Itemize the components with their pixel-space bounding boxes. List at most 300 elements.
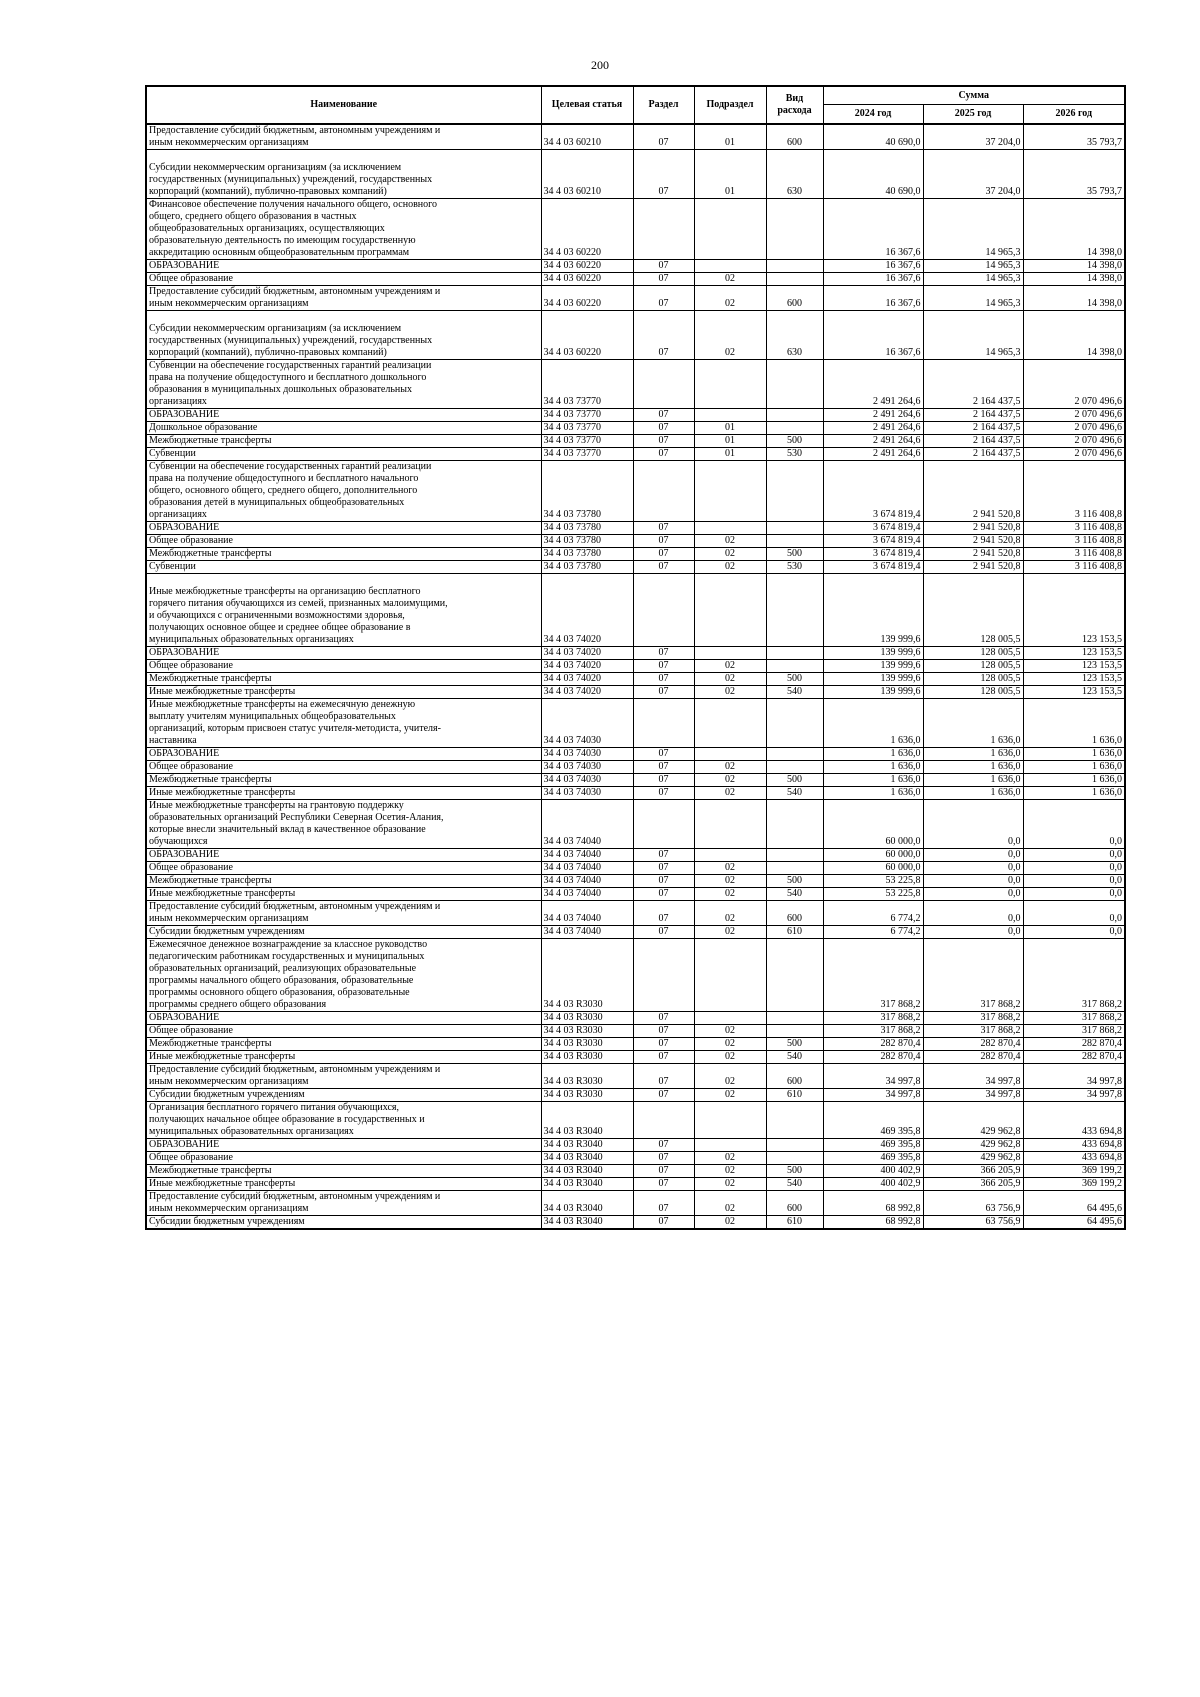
cell-sum-2025: 0,0 [923, 800, 1023, 849]
cell-sum-2025: 2 164 437,5 [923, 435, 1023, 448]
cell-subsection: 02 [694, 1165, 766, 1178]
cell-target-code: 34 4 03 R3030 [541, 1025, 633, 1038]
cell-subsection [694, 1012, 766, 1025]
cell-target-code: 34 4 03 74020 [541, 686, 633, 699]
cell-target-code: 34 4 03 60220 [541, 286, 633, 311]
table-row [146, 787, 1125, 800]
table-row [146, 699, 1125, 748]
cell-sum-2025: 0,0 [923, 875, 1023, 888]
cell-name: Предоставление субсидий бюджетным, автономным учреждениям и иным некоммерческим организациям [146, 901, 541, 926]
cell-expense-type: 630 [766, 150, 823, 199]
cell-target-code: 34 4 03 73770 [541, 360, 633, 409]
cell-section: 07 [633, 422, 694, 435]
cell-sum-2024: 60 000,0 [823, 800, 923, 849]
cell-sum-2026: 282 870,4 [1023, 1051, 1125, 1064]
cell-sum-2024: 139 999,6 [823, 686, 923, 699]
cell-expense-type [766, 422, 823, 435]
cell-section: 07 [633, 124, 694, 150]
cell-name: Межбюджетные трансферты [146, 875, 541, 888]
cell-subsection [694, 800, 766, 849]
cell-subsection: 02 [694, 1038, 766, 1051]
cell-target-code: 34 4 03 74040 [541, 849, 633, 862]
cell-subsection [694, 461, 766, 522]
cell-expense-type: 540 [766, 888, 823, 901]
cell-sum-2025: 14 965,3 [923, 311, 1023, 360]
cell-sum-2025: 317 868,2 [923, 939, 1023, 1012]
cell-expense-type: 610 [766, 1089, 823, 1102]
cell-section [633, 199, 694, 260]
cell-target-code: 34 4 03 74040 [541, 888, 633, 901]
cell-section: 07 [633, 673, 694, 686]
cell-sum-2026: 3 116 408,8 [1023, 461, 1125, 522]
cell-name: Общее образование [146, 660, 541, 673]
table-row [146, 647, 1125, 660]
cell-target-code: 34 4 03 73770 [541, 422, 633, 435]
cell-expense-type [766, 800, 823, 849]
cell-expense-type [766, 1012, 823, 1025]
cell-sum-2026: 14 398,0 [1023, 260, 1125, 273]
cell-sum-2024: 1 636,0 [823, 699, 923, 748]
table-row [146, 875, 1125, 888]
table-row [146, 522, 1125, 535]
cell-section: 07 [633, 260, 694, 273]
cell-expense-type: 540 [766, 1178, 823, 1191]
cell-target-code: 34 4 03 73780 [541, 461, 633, 522]
cell-expense-type [766, 1152, 823, 1165]
table-row [146, 1165, 1125, 1178]
cell-sum-2025: 34 997,8 [923, 1089, 1023, 1102]
cell-subsection: 02 [694, 311, 766, 360]
cell-subsection: 02 [694, 1089, 766, 1102]
cell-sum-2026: 369 199,2 [1023, 1178, 1125, 1191]
cell-expense-type [766, 748, 823, 761]
cell-sum-2024: 60 000,0 [823, 849, 923, 862]
cell-target-code: 34 4 03 R3040 [541, 1165, 633, 1178]
cell-subsection: 02 [694, 862, 766, 875]
cell-sum-2026: 35 793,7 [1023, 124, 1125, 150]
cell-sum-2026: 0,0 [1023, 875, 1125, 888]
cell-section: 07 [633, 875, 694, 888]
cell-section: 07 [633, 409, 694, 422]
cell-sum-2024: 40 690,0 [823, 124, 923, 150]
cell-target-code: 34 4 03 74030 [541, 787, 633, 800]
cell-target-code: 34 4 03 60220 [541, 273, 633, 286]
cell-target-code: 34 4 03 73780 [541, 561, 633, 574]
cell-sum-2026: 3 116 408,8 [1023, 561, 1125, 574]
cell-sum-2024: 282 870,4 [823, 1038, 923, 1051]
cell-sum-2025: 2 164 437,5 [923, 409, 1023, 422]
cell-name: ОБРАЗОВАНИЕ [146, 849, 541, 862]
cell-sum-2024: 469 395,8 [823, 1102, 923, 1139]
cell-section: 07 [633, 849, 694, 862]
cell-sum-2025: 0,0 [923, 901, 1023, 926]
cell-sum-2026: 0,0 [1023, 862, 1125, 875]
cell-sum-2025: 2 164 437,5 [923, 448, 1023, 461]
cell-name: Межбюджетные трансферты [146, 548, 541, 561]
cell-sum-2024: 68 992,8 [823, 1191, 923, 1216]
table-row [146, 901, 1125, 926]
cell-expense-type: 500 [766, 548, 823, 561]
cell-sum-2025: 128 005,5 [923, 686, 1023, 699]
cell-sum-2025: 429 962,8 [923, 1139, 1023, 1152]
cell-sum-2024: 60 000,0 [823, 862, 923, 875]
cell-name: Межбюджетные трансферты [146, 673, 541, 686]
cell-sum-2026: 0,0 [1023, 888, 1125, 901]
cell-name: ОБРАЗОВАНИЕ [146, 1012, 541, 1025]
cell-sum-2024: 400 402,9 [823, 1178, 923, 1191]
cell-target-code: 34 4 03 74020 [541, 673, 633, 686]
cell-section: 07 [633, 1178, 694, 1191]
header-name: Наименование [146, 86, 541, 124]
cell-name: Иные межбюджетные трансферты на грантовую поддержку образовательных организаций Республики Северная Осетия-Алания, которые внесли значительный вклад в качественное образование обучающихся [146, 800, 541, 849]
cell-expense-type [766, 535, 823, 548]
cell-expense-type [766, 409, 823, 422]
cell-target-code: 34 4 03 74020 [541, 660, 633, 673]
table-row [146, 673, 1125, 686]
cell-name: Организация бесплатного горячего питания обучающихся, получающих начальное общее образование в государственных и муниципальных образовательных организациях [146, 1102, 541, 1139]
cell-sum-2026: 123 153,5 [1023, 673, 1125, 686]
cell-name: Иные межбюджетные трансферты [146, 888, 541, 901]
cell-sum-2025: 14 965,3 [923, 286, 1023, 311]
cell-sum-2024: 317 868,2 [823, 1025, 923, 1038]
cell-sum-2025: 34 997,8 [923, 1064, 1023, 1089]
cell-target-code: 34 4 03 73780 [541, 548, 633, 561]
table-row [146, 849, 1125, 862]
table-row [146, 774, 1125, 787]
cell-sum-2025: 2 164 437,5 [923, 422, 1023, 435]
page-number: 200 [591, 58, 609, 72]
cell-sum-2024: 3 674 819,4 [823, 522, 923, 535]
table-row [146, 435, 1125, 448]
cell-section: 07 [633, 660, 694, 673]
cell-sum-2026: 1 636,0 [1023, 748, 1125, 761]
cell-subsection: 02 [694, 561, 766, 574]
cell-expense-type: 610 [766, 926, 823, 939]
cell-sum-2024: 3 674 819,4 [823, 548, 923, 561]
cell-name: Предоставление субсидий бюджетным, автономным учреждениям и иным некоммерческим организациям [146, 1064, 541, 1089]
cell-name: Дошкольное образование [146, 422, 541, 435]
cell-sum-2025: 37 204,0 [923, 124, 1023, 150]
cell-sum-2024: 1 636,0 [823, 761, 923, 774]
cell-section: 07 [633, 888, 694, 901]
cell-sum-2025: 128 005,5 [923, 660, 1023, 673]
cell-name: Субвенции [146, 561, 541, 574]
cell-sum-2024: 53 225,8 [823, 875, 923, 888]
cell-sum-2024: 40 690,0 [823, 150, 923, 199]
cell-sum-2025: 0,0 [923, 849, 1023, 862]
cell-expense-type: 600 [766, 1191, 823, 1216]
cell-section: 07 [633, 862, 694, 875]
cell-sum-2024: 400 402,9 [823, 1165, 923, 1178]
cell-sum-2026: 64 495,6 [1023, 1216, 1125, 1230]
cell-sum-2024: 53 225,8 [823, 888, 923, 901]
cell-expense-type: 540 [766, 787, 823, 800]
cell-sum-2024: 282 870,4 [823, 1051, 923, 1064]
table-row [146, 761, 1125, 774]
cell-sum-2024: 1 636,0 [823, 774, 923, 787]
cell-sum-2026: 2 070 496,6 [1023, 360, 1125, 409]
cell-expense-type [766, 522, 823, 535]
cell-sum-2026: 35 793,7 [1023, 150, 1125, 199]
cell-sum-2025: 14 965,3 [923, 199, 1023, 260]
cell-sum-2026: 14 398,0 [1023, 199, 1125, 260]
cell-name: ОБРАЗОВАНИЕ [146, 647, 541, 660]
cell-sum-2026: 433 694,8 [1023, 1139, 1125, 1152]
table-row [146, 124, 1125, 150]
cell-section: 07 [633, 1051, 694, 1064]
cell-name: Иные межбюджетные трансферты [146, 787, 541, 800]
cell-sum-2024: 34 997,8 [823, 1089, 923, 1102]
cell-sum-2025: 2 941 520,8 [923, 548, 1023, 561]
cell-sum-2024: 3 674 819,4 [823, 561, 923, 574]
cell-sum-2026: 0,0 [1023, 926, 1125, 939]
table-row [146, 535, 1125, 548]
cell-name: Предоставление субсидий бюджетным, автономным учреждениям и иным некоммерческим организациям [146, 286, 541, 311]
cell-section [633, 360, 694, 409]
cell-sum-2024: 3 674 819,4 [823, 461, 923, 522]
cell-sum-2026: 282 870,4 [1023, 1038, 1125, 1051]
table-row [146, 260, 1125, 273]
table-row [146, 888, 1125, 901]
cell-sum-2025: 63 756,9 [923, 1216, 1023, 1230]
cell-section: 07 [633, 1038, 694, 1051]
cell-sum-2025: 2 941 520,8 [923, 535, 1023, 548]
cell-expense-type [766, 1139, 823, 1152]
cell-sum-2026: 317 868,2 [1023, 939, 1125, 1012]
cell-sum-2025: 2 941 520,8 [923, 522, 1023, 535]
table-row [146, 748, 1125, 761]
cell-sum-2024: 317 868,2 [823, 1012, 923, 1025]
cell-target-code: 34 4 03 R3040 [541, 1152, 633, 1165]
cell-expense-type [766, 849, 823, 862]
cell-expense-type [766, 1025, 823, 1038]
cell-section [633, 1102, 694, 1139]
cell-sum-2025: 1 636,0 [923, 761, 1023, 774]
header-sum: Сумма [823, 86, 1125, 105]
cell-expense-type: 600 [766, 901, 823, 926]
cell-sum-2026: 3 116 408,8 [1023, 548, 1125, 561]
cell-sum-2026: 123 153,5 [1023, 574, 1125, 647]
cell-sum-2025: 2 941 520,8 [923, 561, 1023, 574]
cell-subsection: 02 [694, 1178, 766, 1191]
cell-sum-2025: 128 005,5 [923, 647, 1023, 660]
cell-sum-2026: 14 398,0 [1023, 286, 1125, 311]
cell-target-code: 34 4 03 74030 [541, 699, 633, 748]
cell-target-code: 34 4 03 R3040 [541, 1191, 633, 1216]
cell-sum-2025: 0,0 [923, 862, 1023, 875]
cell-target-code: 34 4 03 R3040 [541, 1178, 633, 1191]
cell-section [633, 800, 694, 849]
cell-subsection [694, 199, 766, 260]
cell-section: 07 [633, 1012, 694, 1025]
cell-sum-2025: 1 636,0 [923, 748, 1023, 761]
cell-sum-2026: 123 153,5 [1023, 660, 1125, 673]
cell-expense-type: 500 [766, 1165, 823, 1178]
cell-target-code: 34 4 03 74030 [541, 748, 633, 761]
cell-name: Иные межбюджетные трансферты [146, 1178, 541, 1191]
cell-sum-2025: 128 005,5 [923, 673, 1023, 686]
cell-expense-type: 500 [766, 1038, 823, 1051]
cell-expense-type: 530 [766, 561, 823, 574]
table-row [146, 409, 1125, 422]
cell-sum-2025: 317 868,2 [923, 1025, 1023, 1038]
cell-sum-2025: 282 870,4 [923, 1051, 1023, 1064]
cell-section: 07 [633, 448, 694, 461]
cell-expense-type [766, 574, 823, 647]
table-row [146, 800, 1125, 849]
cell-target-code: 34 4 03 74040 [541, 901, 633, 926]
cell-section: 07 [633, 150, 694, 199]
cell-sum-2025: 37 204,0 [923, 150, 1023, 199]
cell-section: 07 [633, 1089, 694, 1102]
cell-sum-2024: 34 997,8 [823, 1064, 923, 1089]
cell-target-code: 34 4 03 74040 [541, 926, 633, 939]
cell-target-code: 34 4 03 73770 [541, 409, 633, 422]
cell-sum-2026: 0,0 [1023, 901, 1125, 926]
cell-sum-2025: 128 005,5 [923, 574, 1023, 647]
cell-section [633, 461, 694, 522]
header-target: Целевая статья [541, 86, 633, 124]
cell-subsection [694, 1102, 766, 1139]
table-body [146, 124, 1125, 1229]
cell-subsection [694, 409, 766, 422]
table-row [146, 461, 1125, 522]
cell-sum-2026: 317 868,2 [1023, 1025, 1125, 1038]
cell-sum-2024: 139 999,6 [823, 660, 923, 673]
cell-target-code: 34 4 03 R3030 [541, 1038, 633, 1051]
cell-subsection: 02 [694, 1064, 766, 1089]
cell-section: 07 [633, 1139, 694, 1152]
cell-name: Субсидии бюджетным учреждениям [146, 926, 541, 939]
cell-sum-2026: 34 997,8 [1023, 1089, 1125, 1102]
cell-section: 07 [633, 761, 694, 774]
cell-expense-type [766, 273, 823, 286]
cell-section [633, 699, 694, 748]
cell-target-code: 34 4 03 74040 [541, 862, 633, 875]
cell-sum-2024: 2 491 264,6 [823, 448, 923, 461]
cell-subsection: 02 [694, 673, 766, 686]
table-row [146, 1191, 1125, 1216]
cell-section: 07 [633, 787, 694, 800]
cell-name: ОБРАЗОВАНИЕ [146, 260, 541, 273]
table-row [146, 548, 1125, 561]
cell-subsection [694, 647, 766, 660]
cell-name: Субвенции [146, 448, 541, 461]
cell-sum-2024: 16 367,6 [823, 199, 923, 260]
cell-target-code: 34 4 03 60220 [541, 199, 633, 260]
cell-target-code: 34 4 03 73780 [541, 522, 633, 535]
cell-sum-2025: 366 205,9 [923, 1178, 1023, 1191]
cell-sum-2026: 14 398,0 [1023, 311, 1125, 360]
cell-sum-2024: 16 367,6 [823, 260, 923, 273]
cell-subsection: 02 [694, 1191, 766, 1216]
table-row [146, 1025, 1125, 1038]
cell-sum-2026: 3 116 408,8 [1023, 522, 1125, 535]
cell-name: Общее образование [146, 761, 541, 774]
cell-expense-type [766, 862, 823, 875]
cell-name: Субвенции на обеспечение государственных гарантий реализации права на получение общедоступного и бесплатного дошкольного образования в муниципальных дошкольных образовательных организациях [146, 360, 541, 409]
table-row [146, 1178, 1125, 1191]
header-year-2026: 2026 год [1023, 105, 1125, 125]
cell-sum-2024: 6 774,2 [823, 901, 923, 926]
cell-target-code: 34 4 03 R3030 [541, 939, 633, 1012]
cell-subsection: 02 [694, 1216, 766, 1230]
cell-section: 07 [633, 435, 694, 448]
cell-expense-type: 610 [766, 1216, 823, 1230]
cell-section: 07 [633, 1191, 694, 1216]
cell-subsection [694, 260, 766, 273]
table-row [146, 286, 1125, 311]
cell-expense-type: 540 [766, 686, 823, 699]
cell-sum-2024: 1 636,0 [823, 748, 923, 761]
cell-sum-2024: 139 999,6 [823, 574, 923, 647]
cell-sum-2024: 3 674 819,4 [823, 535, 923, 548]
cell-name: Межбюджетные трансферты [146, 435, 541, 448]
cell-sum-2024: 469 395,8 [823, 1139, 923, 1152]
cell-subsection: 02 [694, 1152, 766, 1165]
cell-expense-type [766, 461, 823, 522]
cell-sum-2026: 2 070 496,6 [1023, 409, 1125, 422]
cell-expense-type: 600 [766, 124, 823, 150]
cell-name: Межбюджетные трансферты [146, 1165, 541, 1178]
cell-expense-type: 500 [766, 673, 823, 686]
cell-subsection: 02 [694, 1025, 766, 1038]
table-row [146, 862, 1125, 875]
cell-sum-2025: 282 870,4 [923, 1038, 1023, 1051]
table-row [146, 686, 1125, 699]
table-row [146, 1012, 1125, 1025]
cell-sum-2024: 16 367,6 [823, 273, 923, 286]
cell-sum-2025: 1 636,0 [923, 787, 1023, 800]
cell-name: Межбюджетные трансферты [146, 1038, 541, 1051]
cell-name: ОБРАЗОВАНИЕ [146, 409, 541, 422]
cell-sum-2025: 2 164 437,5 [923, 360, 1023, 409]
cell-expense-type [766, 699, 823, 748]
cell-subsection: 02 [694, 660, 766, 673]
cell-section [633, 939, 694, 1012]
cell-name: Иные межбюджетные трансферты на ежемесячную денежную выплату учителям муниципальных общеобразовательных организаций, которым присвоен статус учителя-методиста, учителя- наставника [146, 699, 541, 748]
cell-expense-type: 600 [766, 286, 823, 311]
cell-name: Субсидии бюджетным учреждениям [146, 1216, 541, 1230]
cell-name: Общее образование [146, 273, 541, 286]
cell-sum-2026: 433 694,8 [1023, 1152, 1125, 1165]
cell-expense-type: 540 [766, 1051, 823, 1064]
cell-sum-2026: 1 636,0 [1023, 787, 1125, 800]
cell-sum-2025: 429 962,8 [923, 1152, 1023, 1165]
table-row [146, 1089, 1125, 1102]
cell-sum-2024: 1 636,0 [823, 787, 923, 800]
cell-target-code: 34 4 03 R3030 [541, 1089, 633, 1102]
header-expense-type: Вид расхода [766, 86, 823, 124]
cell-subsection: 01 [694, 422, 766, 435]
cell-sum-2024: 16 367,6 [823, 311, 923, 360]
cell-sum-2024: 2 491 264,6 [823, 435, 923, 448]
cell-target-code: 34 4 03 R3030 [541, 1012, 633, 1025]
table-row [146, 1051, 1125, 1064]
cell-expense-type [766, 260, 823, 273]
cell-sum-2026: 1 636,0 [1023, 774, 1125, 787]
cell-section: 07 [633, 774, 694, 787]
cell-target-code: 34 4 03 R3040 [541, 1102, 633, 1139]
cell-subsection [694, 748, 766, 761]
cell-sum-2024: 2 491 264,6 [823, 360, 923, 409]
cell-sum-2026: 1 636,0 [1023, 761, 1125, 774]
cell-name: Общее образование [146, 1152, 541, 1165]
cell-subsection [694, 522, 766, 535]
cell-sum-2024: 317 868,2 [823, 939, 923, 1012]
cell-sum-2026: 0,0 [1023, 849, 1125, 862]
cell-target-code: 34 4 03 73770 [541, 435, 633, 448]
